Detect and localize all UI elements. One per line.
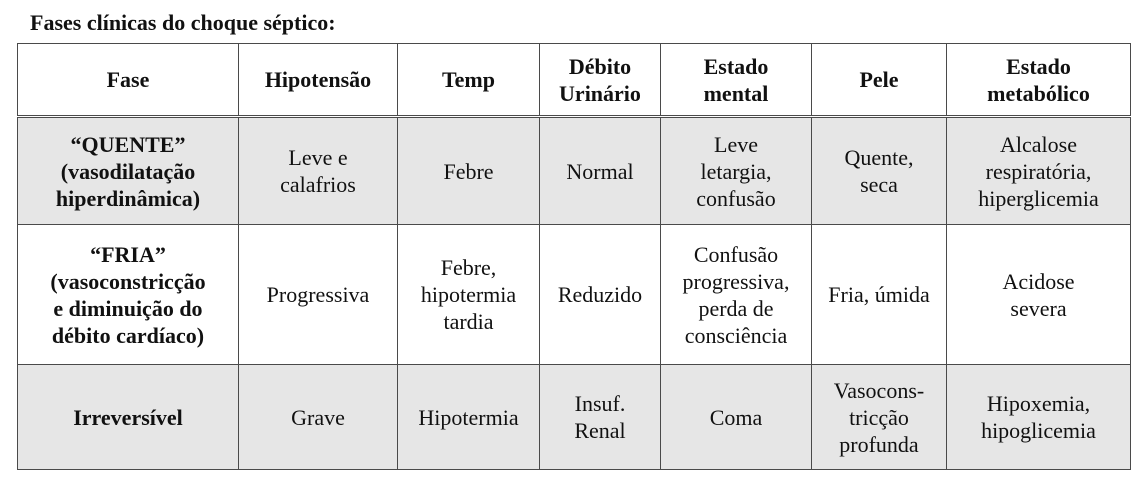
table-row [18, 225, 1131, 365]
septic-shock-phases-table [17, 43, 1131, 470]
table-cell: Coma [661, 365, 812, 470]
table-cell: Febre, hipotermia tardia [398, 225, 540, 365]
column-header-fase: Fase [18, 44, 239, 117]
column-header-temp: Temp [398, 44, 540, 117]
table-cell: Leve e calafrios [239, 117, 398, 225]
table-cell: Fria, úmida [812, 225, 947, 365]
table-cell: Acidose severa [947, 225, 1131, 365]
table-row [18, 117, 1131, 225]
table-cell: Grave [239, 365, 398, 470]
table-cell: Febre [398, 117, 540, 225]
table-cell: Hipotermia [398, 365, 540, 470]
table-cell: Insuf. Renal [540, 365, 661, 470]
table-cell: Progressiva [239, 225, 398, 365]
phase-cell: Irreversível [18, 365, 239, 470]
column-header-estado-metabolico: Estado metabólico [947, 44, 1131, 117]
table-cell: Confusão progressiva, perda de consciência [661, 225, 812, 365]
header-row [18, 44, 1131, 117]
table-cell: Quente, seca [812, 117, 947, 225]
table-cell: Vasocons- tricção profunda [812, 365, 947, 470]
column-header-hipotensao: Hipotensão [239, 44, 398, 117]
column-header-pele: Pele [812, 44, 947, 117]
table-cell: Normal [540, 117, 661, 225]
table-cell: Reduzido [540, 225, 661, 365]
table-row [18, 365, 1131, 470]
table-title: Fases clínicas do choque séptico: [30, 10, 336, 35]
column-header-debito-urinario: Débito Urinário [540, 44, 661, 117]
table-cell: Leve letargia, confusão [661, 117, 812, 225]
column-header-estado-mental: Estado mental [661, 44, 812, 117]
table-cell: Alcalose respiratória, hiperglicemia [947, 117, 1131, 225]
phase-cell: “FRIA” (vasoconstricção e diminuição do débito cardíaco) [18, 225, 239, 365]
table-cell: Hipoxemia, hipoglicemia [947, 365, 1131, 470]
phase-cell: “QUENTE” (vasodilatação hiperdinâmica) [18, 117, 239, 225]
